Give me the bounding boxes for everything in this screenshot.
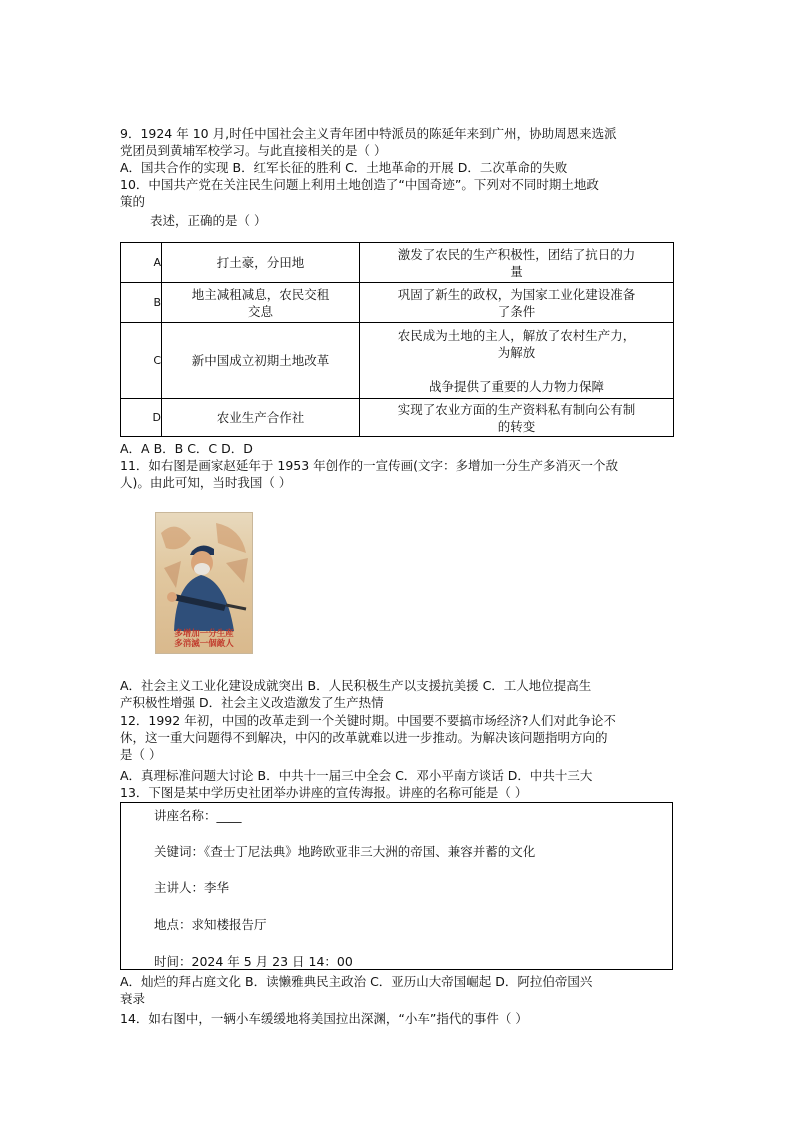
q10-stem-line2: 策的 xyxy=(120,194,146,209)
q11-stem-line1: 11．如右图是画家赵延年于 1953 年创作的一宣传画(文字：多增加一分生产多消灭一个敌 xyxy=(120,458,619,473)
row-effect: 实现了农业方面的生产资料私有制向公有制 的转变 xyxy=(360,399,674,437)
q11-options-line1: A．社会主义工业化建设成就突出 B．人民积极生产以支援抗美援 C．工人地位提高生 xyxy=(120,678,592,693)
q13-options-line1: A．灿烂的拜占庭文化 B．读懒雅典民主政治 C．亚历山大帝国崛起 D．阿拉伯帝国兴 xyxy=(120,974,593,989)
table-row xyxy=(121,243,674,283)
lecture-speaker: 主讲人：李华 xyxy=(154,880,230,895)
row-key: D xyxy=(121,399,162,437)
q10-options: A．A B．B C．C D．D xyxy=(120,441,253,456)
row-policy: 农业生产合作社 xyxy=(162,399,360,437)
row-key: A xyxy=(121,243,162,283)
q13-options-line2: 衰录 xyxy=(120,991,146,1006)
q12-stem-line3: 是（ ） xyxy=(120,747,162,762)
q13-stem: 13．下图是某中学历史社团举办讲座的宣传海报。讲座的名称可能是（ ） xyxy=(120,785,528,800)
row-policy: 地主减租减息，农民交租 交息 xyxy=(162,283,360,323)
poster-caption: 多增加一分生産 多消滅一個敵人 xyxy=(174,629,234,649)
propaganda-poster-image xyxy=(155,512,253,654)
q9-options: A．国共合作的实现 B．红军长征的胜利 C．土地革命的开展 D．二次革命的失败 xyxy=(120,160,568,175)
row-effect: 巩固了新生的政权，为国家工业化建设准备 了条件 xyxy=(360,283,674,323)
q12-stem-line2: 休，这一重大问题得不到解决，中闪的改革就难以进一步推动。为解决该问题指明方向的 xyxy=(120,730,608,745)
q11-stem-line2: 人)。由此可知，当时我国（ ） xyxy=(120,475,292,490)
row-effect: 农民成为土地的主人，解放了农村生产力， 为解放 战争提供了重要的人力物力保障 xyxy=(360,323,674,399)
row-key: B xyxy=(121,283,162,323)
row-key: C xyxy=(121,323,162,399)
row-effect: 激发了农民的生产积极性，团结了抗日的力 量 xyxy=(360,243,674,283)
lecture-poster-box xyxy=(120,802,673,970)
lecture-keywords: 关键词：《查士丁尼法典》地跨欧亚非三大洲的帝国、兼容并蓄的文化 xyxy=(154,844,536,859)
q14-stem: 14．如右图中，一辆小车缓缓地将美国拉出深渊，“小车”指代的事件（ ） xyxy=(120,1011,528,1026)
q9-stem-line1: 9．1924 年 10 月,时任中国社会主义青年团中特派员的陈延年来到广州，协助周恩来选派 xyxy=(120,126,617,141)
row-policy: 打土豪，分田地 xyxy=(162,243,360,283)
table-row xyxy=(121,399,674,437)
q12-options: A．真理标准问题大讨论 B．中共十一届三中全会 C．邓小平南方谈话 D．中共十三大 xyxy=(120,768,593,783)
q10-stem-line1: 10．中国共产党在关注民生问题上利用土地创造了“中国奇迹”。下列对不同时期土地政 xyxy=(120,177,599,192)
q10-stem-line3: 表述，正确的是（ ） xyxy=(150,213,267,228)
lecture-time: 时间：2024 年 5 月 23 日 14：00 xyxy=(154,954,353,969)
lecture-place: 地点：求知楼报告厅 xyxy=(154,917,267,932)
table-row xyxy=(121,283,674,323)
table-row xyxy=(121,323,674,399)
row-policy: 新中国成立初期土地改革 xyxy=(162,323,360,399)
lecture-name: 讲座名称：____ xyxy=(154,808,242,823)
q11-options-line2: 产积极性增强 D．社会主义改造激发了生产热情 xyxy=(120,695,384,710)
q12-stem-line1: 12．1992 年初，中国的改革走到一个关键时期。中国要不要搞市场经济?人们对此争论不 xyxy=(120,713,616,728)
q9-stem-line2: 党团员到黄埔军校学习。与此直接相关的是（ ） xyxy=(120,143,387,158)
land-policy-table xyxy=(120,242,674,437)
